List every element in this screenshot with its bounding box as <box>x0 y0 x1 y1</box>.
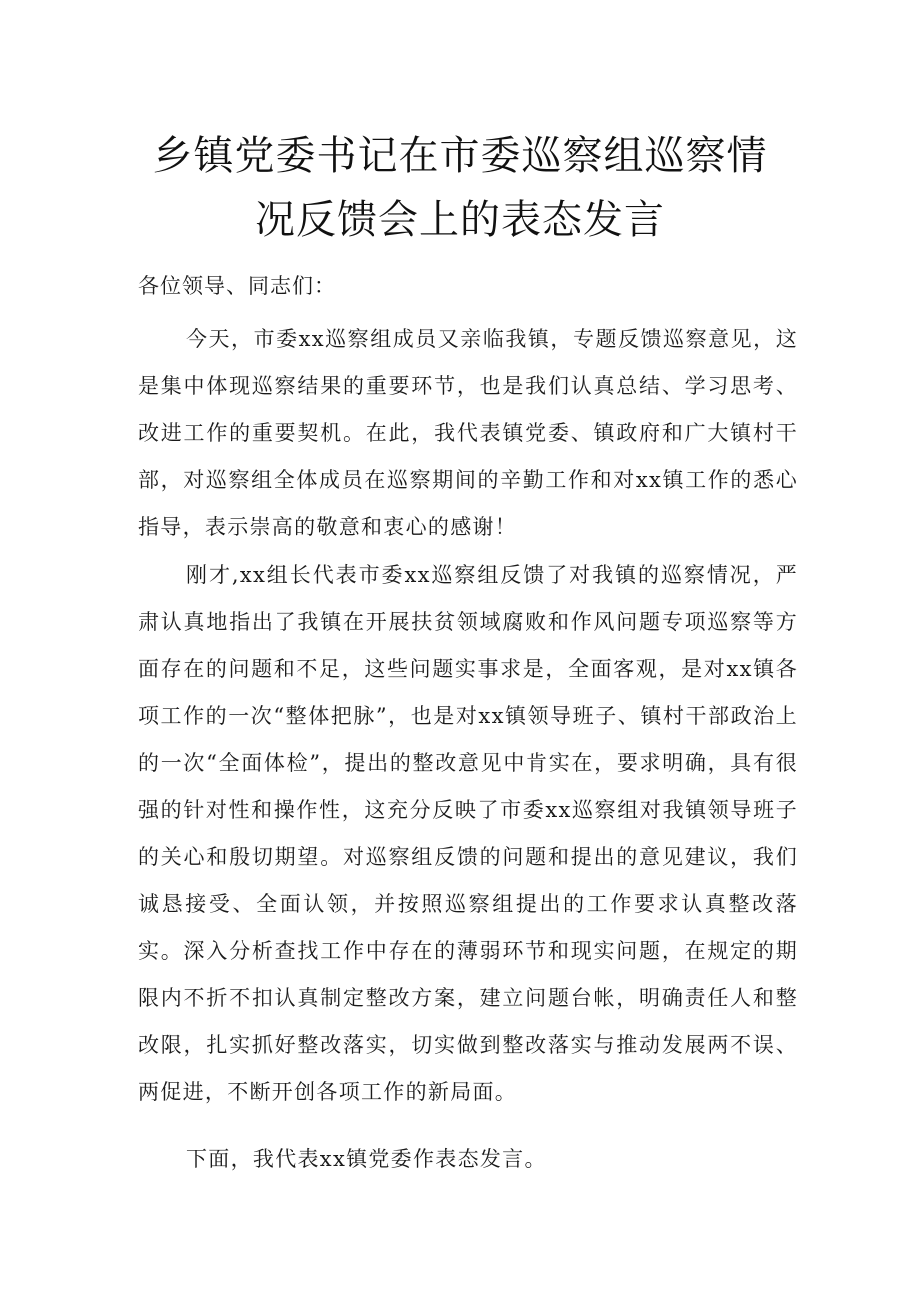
document-title-line-2: 况反馈会上的表态发言 <box>255 197 665 243</box>
paragraph-2: 刚才,xx组长代表市委xx巡察组反馈了对我镇的巡察情况，严肃认真地指出了我镇在开展扶贫领域腐败和作风问题专项巡察等方面存在的问题和不足，这些问题实事求是，全面客观，是对xx镇各项工作的一次“整体把脉”，也是对xx镇领导班子、镇村干部政治上的一次“全面体检”，提出的整改意见中肯实在，要求明确，具有很强的针对性和操作性，这充分反映了市委xx巡察组对我镇领导班子的关心和殷切期望。对巡察组反馈的问题和提出的意见建议，我们诚恳接受、全面认领，并按照巡察组提出的工作要求认真整改落实。深入分析查找工作中存在的薄弱环节和现实问题，在规定的期限内不折不扣认真制定整改方案，建立问题台帐，明确责任人和整改限，扎实抓好整改落实，切实做到整改落实与推动发展两不误、两促进，不断开创各项工作的新局面。 <box>138 563 798 1104</box>
document-title-line-1: 乡镇党委书记在市委巡察组巡察情 <box>152 133 768 179</box>
greeting: 各位领导、同志们： <box>138 274 336 298</box>
paragraph-1: 今天，市委xx巡察组成员又亲临我镇，专题反馈巡察意见，这是集中体现巡察结果的重要环节，也是我们认真总结、学习思考、改进工作的重要契机。在此，我代表镇党委、镇政府和广大镇村干部，对巡察组全体成员在巡察期间的辛勤工作和对xx镇工作的悉心指导，表示崇高的敬意和衷心的感谢！ <box>138 327 798 539</box>
paragraph-3: 下面，我代表xx镇党委作表态发言。 <box>186 1147 547 1171</box>
